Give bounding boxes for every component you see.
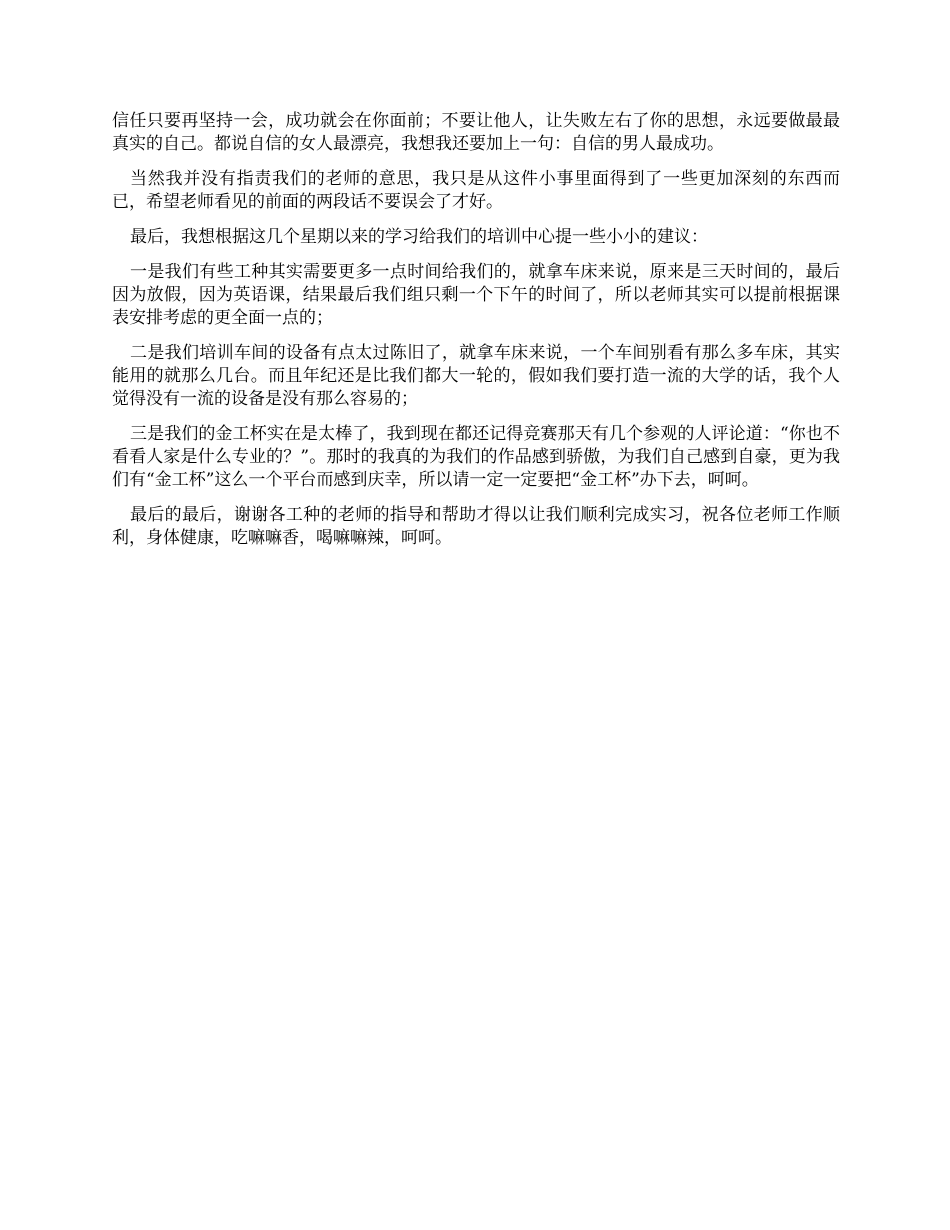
paragraph-5: 二是我们培训车间的设备有点太过陈旧了，就拿车床来说，一个车间别看有那么多车床，其实能用的就那么几台。而且年纪还是比我们都大一轮的，假如我们要打造一流的大学的话，我个人觉得没有一流的设备是没有那么容易的；	[112, 343, 840, 409]
paragraph-6: 三是我们的金工杯实在是太棒了，我到现在都还记得竞赛那天有几个参观的人评论道：“你也不看看人家是什么专业的？”。那时的我真的为我们的作品感到骄傲，为我们自己感到自豪，更为我们有“金工杯”这么一个平台而感到庆幸，所以请一定一定要把“金工杯”办下去，呵呵。	[112, 424, 840, 490]
paragraph-7: 最后的最后，谢谢各工种的老师的指导和帮助才得以让我们顺利完成实习，祝各位老师工作顺利，身体健康，吃嘛嘛香，喝嘛嘛辣，呵呵。	[112, 505, 840, 548]
paragraph-3: 最后，我想根据这几个星期以来的学习给我们的培训中心提一些小小的建议：	[130, 227, 708, 247]
paragraph-4: 一是我们有些工种其实需要更多一点时间给我们的，就拿车床来说，原来是三天时间的，最后因为放假，因为英语课，结果最后我们组只剩一个下午的时间了，所以老师其实可以提前根据课表安排考虑的更全面一点的；	[112, 262, 840, 328]
paragraph-1: 信任只要再坚持一会，成功就会在你面前；不要让他人，让失败左右了你的思想，永远要做最最真实的自己。都说自信的女人最漂亮，我想我还要加上一句：自信的男人最成功。	[112, 111, 840, 154]
document-body	[112, 110, 840, 562]
paragraph-2: 当然我并没有指责我们的老师的意思，我只是从这件小事里面得到了一些更加深刻的东西而已，希望老师看见的前面的两段话不要误会了才好。	[112, 169, 840, 212]
